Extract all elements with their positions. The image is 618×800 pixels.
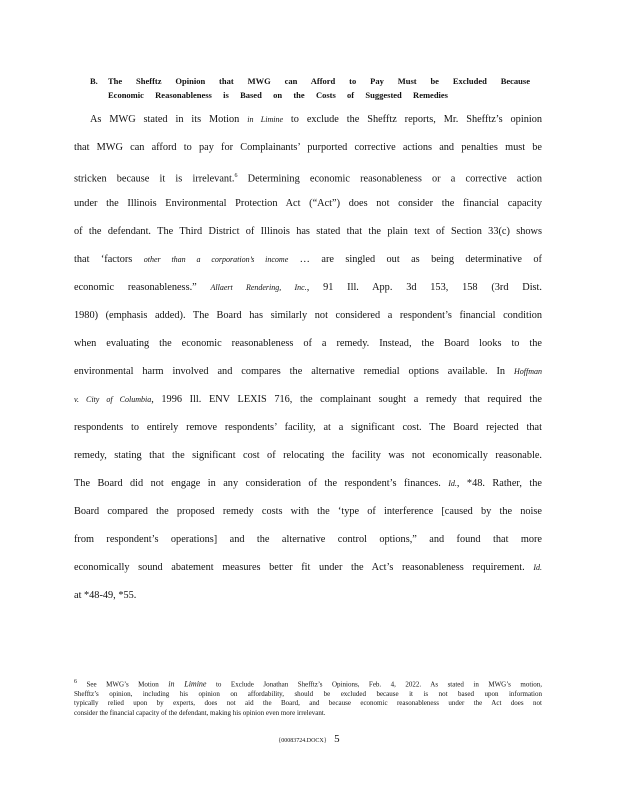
text-run: to Exclude Jonathan Shefftz’s Opinions, Feb. 4, 2022. As stated in MWG’s motion, [206,680,542,689]
italic-citation: in Limine [168,679,207,689]
body-line [74,334,542,362]
italic-citation: other than a corporation’s income [143,255,289,264]
footnote-line [74,690,542,700]
text-run: The Board did not engage in any consideration of the respondent’s finances. [74,478,449,489]
body-line [74,474,542,502]
text-run: that MWG can afford to pay for Complainants’ purported corrective actions and penalties must be [74,142,542,153]
heading-line-1: The Shefftz Opinion that MWG can Afford to Pay Must be Excluded Because [108,76,530,86]
italic-citation: Id. [448,479,457,488]
body-line [74,446,542,474]
text-run: See MWG’s Motion [77,680,169,689]
body-line [74,586,542,614]
page-footer [0,733,618,745]
text-run: , *48. Rather, the [456,478,542,489]
body-line [74,194,542,222]
text-run: that ‘factors [74,254,144,265]
footnote [74,678,542,718]
body-line [74,250,542,278]
italic-citation: Allaert Rendering, Inc. [210,283,307,292]
text-run: As MWG stated in its Motion [90,114,248,125]
body-line [74,110,542,138]
italic-citation: Hoffman [514,367,542,376]
text-run: of the defendant. The Third District of Illinois has stated that the plain text of Section 33(c) shows [74,226,542,237]
body-line [74,278,542,306]
text-run: consider the financial capacity of the defendant, making his opinion even more irrelevant. [74,708,326,717]
footnote-marker: 6 [74,679,77,685]
footnote-line [74,699,542,709]
footnote-line [74,709,542,719]
text-run: under the Illinois Environmental Protection Act (“Act”) does not consider the financial capacity [74,198,542,209]
section-heading [90,74,530,102]
body-paragraph [74,110,542,614]
text-run: stricken because it is irrelevant. [74,173,235,185]
body-line [74,418,542,446]
body-line [74,530,542,558]
italic-citation: Id. [533,563,542,572]
text-run: Board compared the proposed remedy costs with the ‘type of interference [caused by the noise [74,506,542,517]
body-line [74,138,542,166]
text-run: 1980) (emphasis added). The Board has similarly not considered a respondent’s financial condition [74,310,542,321]
text-run: when evaluating the economic reasonableness of a remedy. Instead, the Board looks to the [74,338,542,349]
text-run: typically relied upon by experts, does not aid the Board, and because economic reasonableness under the Act does not [74,699,542,708]
body-line [74,390,542,418]
text-run: to exclude the Shefftz reports, Mr. Shefftz’s opinion [283,114,543,125]
text-run: remedy, stating that the significant cost of relocating the facility was not economically reasonable. [74,450,542,461]
body-line [74,166,542,194]
body-line [74,362,542,390]
text-run: Shefftz’s opinion, including his opinion on affordability, should be excluded because it is not based upon information [74,689,542,698]
body-line [74,222,542,250]
body-line [74,502,542,530]
text-run: Determining economic reasonableness or a corrective action [237,173,543,185]
body-line [74,306,542,334]
footnote-line [74,678,542,690]
text-run: , 1996 Ill. ENV LEXIS 716, the complainant sought a remedy that required the [151,394,542,405]
text-run: from respondent’s operations] and the alternative control options,” and found that more [74,534,542,545]
italic-citation: v. City of Columbia [74,395,152,404]
text-run: at *48-49, *55. [74,590,137,601]
text-run: … are singled out as being determinative of [288,254,542,265]
text-run: respondents to entirely remove respondents’ facility, at a significant cost. The Board rejected that [74,422,542,433]
document-id: {00083724.DOCX} [278,738,327,744]
text-run: , 91 Ill. App. 3d 153, 158 (3rd Dist. [306,282,542,293]
footnote-marker: 6 [234,173,238,179]
section-letter: B. [90,76,98,86]
text-run: environmental harm involved and compares the alternative remedial options available. In [74,366,514,377]
italic-citation: in Limine [247,115,284,124]
text-run: economic reasonableness.” [74,282,211,293]
text-run: economically sound abatement measures better fit under the Act’s reasonableness requirement. [74,562,534,573]
body-line [74,558,542,586]
page-number: 5 [334,733,340,745]
heading-line-2: Economic Reasonableness is Based on the Costs of Suggested Remedies [108,90,448,100]
